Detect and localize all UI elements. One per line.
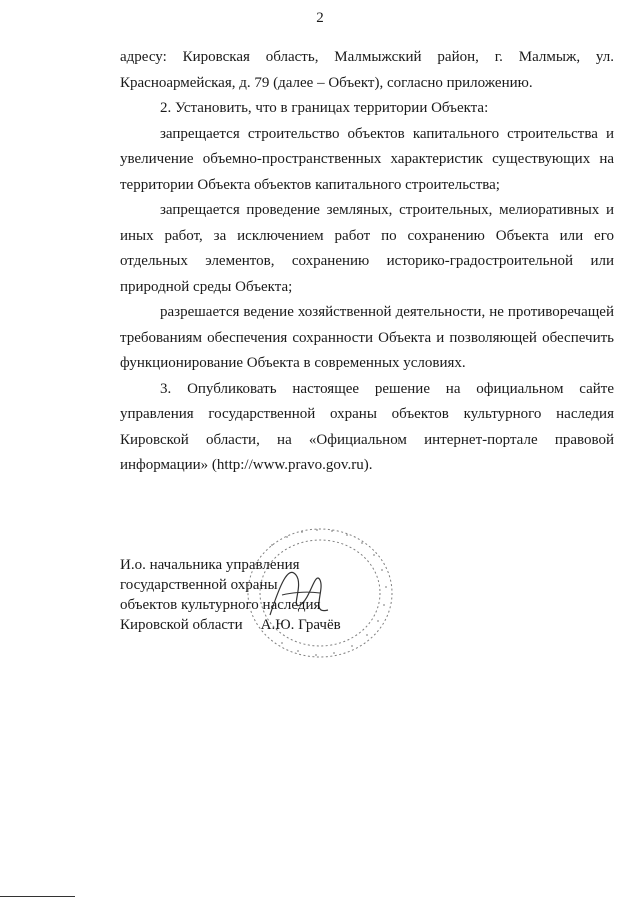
- signature-position-line-3: объектов культурного наследия: [120, 597, 321, 613]
- signature-position-line-1: И.о. начальника управления: [120, 557, 300, 573]
- document-body: [120, 45, 614, 479]
- paragraph-permission-activity: разрешается ведение хозяйственной деятельности, не противоречащей требованиям обеспечения сохранности Объекта и позволяющей обеспечить функционирование Объекта в современных условиях.: [120, 304, 614, 371]
- page-number: 2: [316, 10, 324, 26]
- signature-position-line-4: Кировской области: [120, 617, 243, 633]
- paragraph-address: адресу: Кировская область, Малмыжский район, г. Малмыж, ул. Красноармейская, д. 79 (далее – Объект), согласно приложению.: [120, 49, 614, 91]
- signature-block: [120, 555, 420, 635]
- paragraph-item-3-publish: 3. Опубликовать настоящее решение на официальном сайте управления государственной охраны объектов культурного наследия Кировской области, на «Официальном интернет-портале правовой информации» (http://www.pravo.gov.ru).: [120, 380, 614, 473]
- paragraph-item-2: 2. Установить, что в границах территории Объекта:: [160, 100, 489, 116]
- signatory-name: А.Ю. Грачёв: [260, 617, 341, 633]
- paragraph-prohibition-works: запрещается проведение земляных, строительных, мелиоративных и иных работ, за исключением работ по сохранению Объекта или его отдельных элементов, сохранению историко-градостроительной или природной среды Объекта;: [120, 202, 614, 295]
- signature-position-line-4-row: [120, 615, 420, 635]
- signature-position-line-2: государственной охраны: [120, 577, 278, 593]
- paragraph-prohibition-construction: запрещается строительство объектов капитального строительства и увеличение объемно-пространственных характеристик существующих на территории Объекта объектов капитального строительства;: [120, 125, 614, 193]
- footnote-divider: [0, 896, 75, 897]
